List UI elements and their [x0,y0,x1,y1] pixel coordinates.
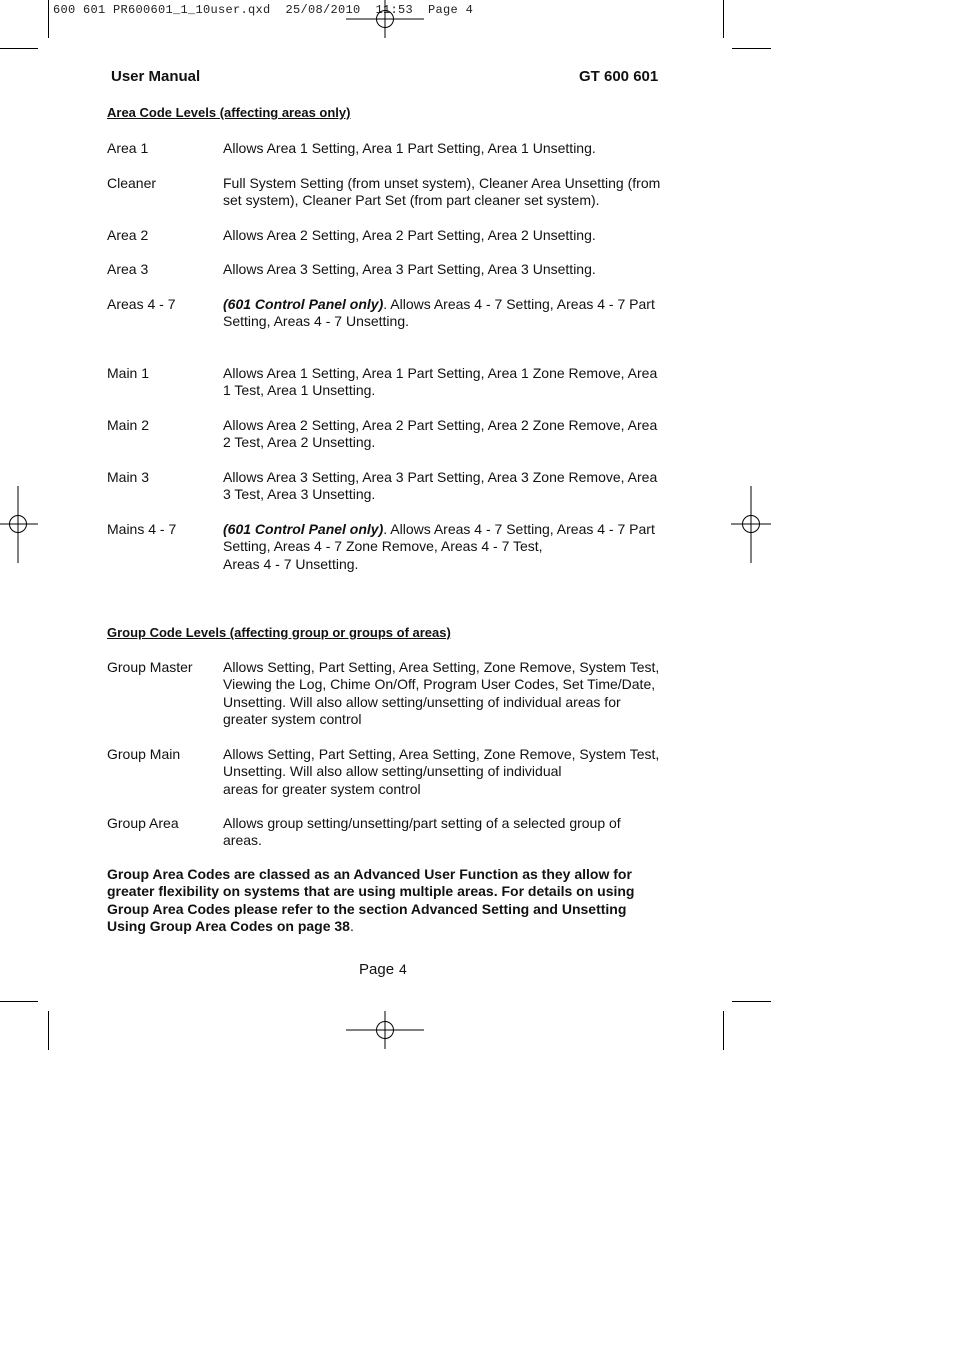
registration-mark-right [731,486,771,566]
definition-text-body: Allows Setting, Part Setting, Area Setting, Zone Remove, System Test, Unsetting. Will also allow setting/unsetting of individual [223,746,660,780]
definition-term: Main 1 [107,365,150,381]
definition-text: Allows Area 2 Setting, Area 2 Part Setting, Area 2 Unsetting. [223,227,596,243]
running-header-model: GT 600 601 [579,68,659,85]
definition-text: Allows Area 1 Setting, Area 1 Part Setting, Area 1 Unsetting. [223,140,596,156]
definition-term: Area 2 [107,227,149,243]
definition-term: Group Main [107,746,181,762]
definition-text-continued: areas for greater system control [223,780,421,797]
definition-text: Allows Area 2 Setting, Area 2 Part Setting, Area 2 Zone Remove, Area 2 Test, Area 2 Unsetting. [223,417,658,451]
page-label: Page [359,961,395,978]
crop-mark [732,1001,771,1002]
crop-mark [723,1011,724,1050]
definition-text: Allows Area 1 Setting, Area 1 Part Setting, Area 1 Zone Remove, Area 1 Test, Area 1 Unsetting. [223,365,658,399]
advanced-function-note [107,866,667,936]
page-number: 4 [399,961,407,977]
definition-term: Group Master [107,659,193,675]
panel-qualifier: (601 Control Panel only) [223,521,384,537]
definition-term: Cleaner [107,175,157,191]
crop-mark [732,48,771,49]
definition-text [223,296,663,331]
crop-mark [0,1001,38,1002]
definition-text [223,521,663,573]
printer-slug: 600 601 PR600601_1_10user.qxd 25/08/2010 11:53 Page 4 [53,3,474,17]
definition-text: Allows group setting/unsetting/part setting of a selected group of areas. [223,815,621,849]
panel-qualifier: (601 Control Panel only) [223,296,384,312]
definition-term: Areas 4 - 7 [107,296,176,312]
definition-term: Area 3 [107,261,149,277]
note-terminator: . [349,918,354,935]
definition-term: Area 1 [107,140,149,156]
crop-mark [48,1011,49,1050]
note-text: Group Area Codes are classed as an Advanced User Function as they allow for greater flexibility on systems that are using multiple areas. For details on using Group Area Codes please refer to the section Advanced Setting and Unsetting Using Group Area Codes on page 38 [107,866,635,935]
definition-text: Allows Area 3 Setting, Area 3 Part Setting, Area 3 Unsetting. [223,261,596,277]
definition-text-continued: Areas 4 - 7 Unsetting. [223,555,359,572]
crop-mark [0,48,38,49]
crop-mark [48,0,49,38]
definition-text-body: . Allows Areas 4 - 7 Setting, Areas 4 - 7 Part Setting, Areas 4 - 7 Zone Remove, Areas 4 - 7 Test, [223,521,655,555]
definition-term: Main 2 [107,417,150,433]
definition-term: Main 3 [107,469,150,485]
definition-text: Full System Setting (from unset system), Cleaner Area Unsetting (from set system), Cleaner Part Set (from part cleaner set system). [223,175,661,209]
definition-text [223,746,663,798]
registration-mark-top [346,0,426,40]
definition-text: Allows Area 3 Setting, Area 3 Part Setting, Area 3 Zone Remove, Area 3 Test, Area 3 Unsetting. [223,469,658,503]
definition-term: Mains 4 - 7 [107,521,177,537]
definition-text-body: . Allows Areas 4 - 7 Setting, Areas 4 - 7 Part Setting, Areas 4 - 7 Unsetting. [223,296,655,330]
crop-mark [723,0,724,38]
registration-mark-left [0,486,40,566]
page-footer [359,961,407,978]
registration-mark-bottom [346,1011,426,1051]
definition-text: Allows Setting, Part Setting, Area Setting, Zone Remove, System Test, Viewing the Log, Chime On/Off, Program User Codes, Set Time/Date, Unsetting. Will also allow setting/unsetting of individual areas for greater system control [223,659,660,728]
running-header-title: User Manual [111,68,201,85]
area-section-heading: Area Code Levels (affecting areas only) [107,105,351,120]
group-section-heading: Group Code Levels (affecting group or groups of areas) [107,625,451,640]
definition-term: Group Area [107,815,179,831]
